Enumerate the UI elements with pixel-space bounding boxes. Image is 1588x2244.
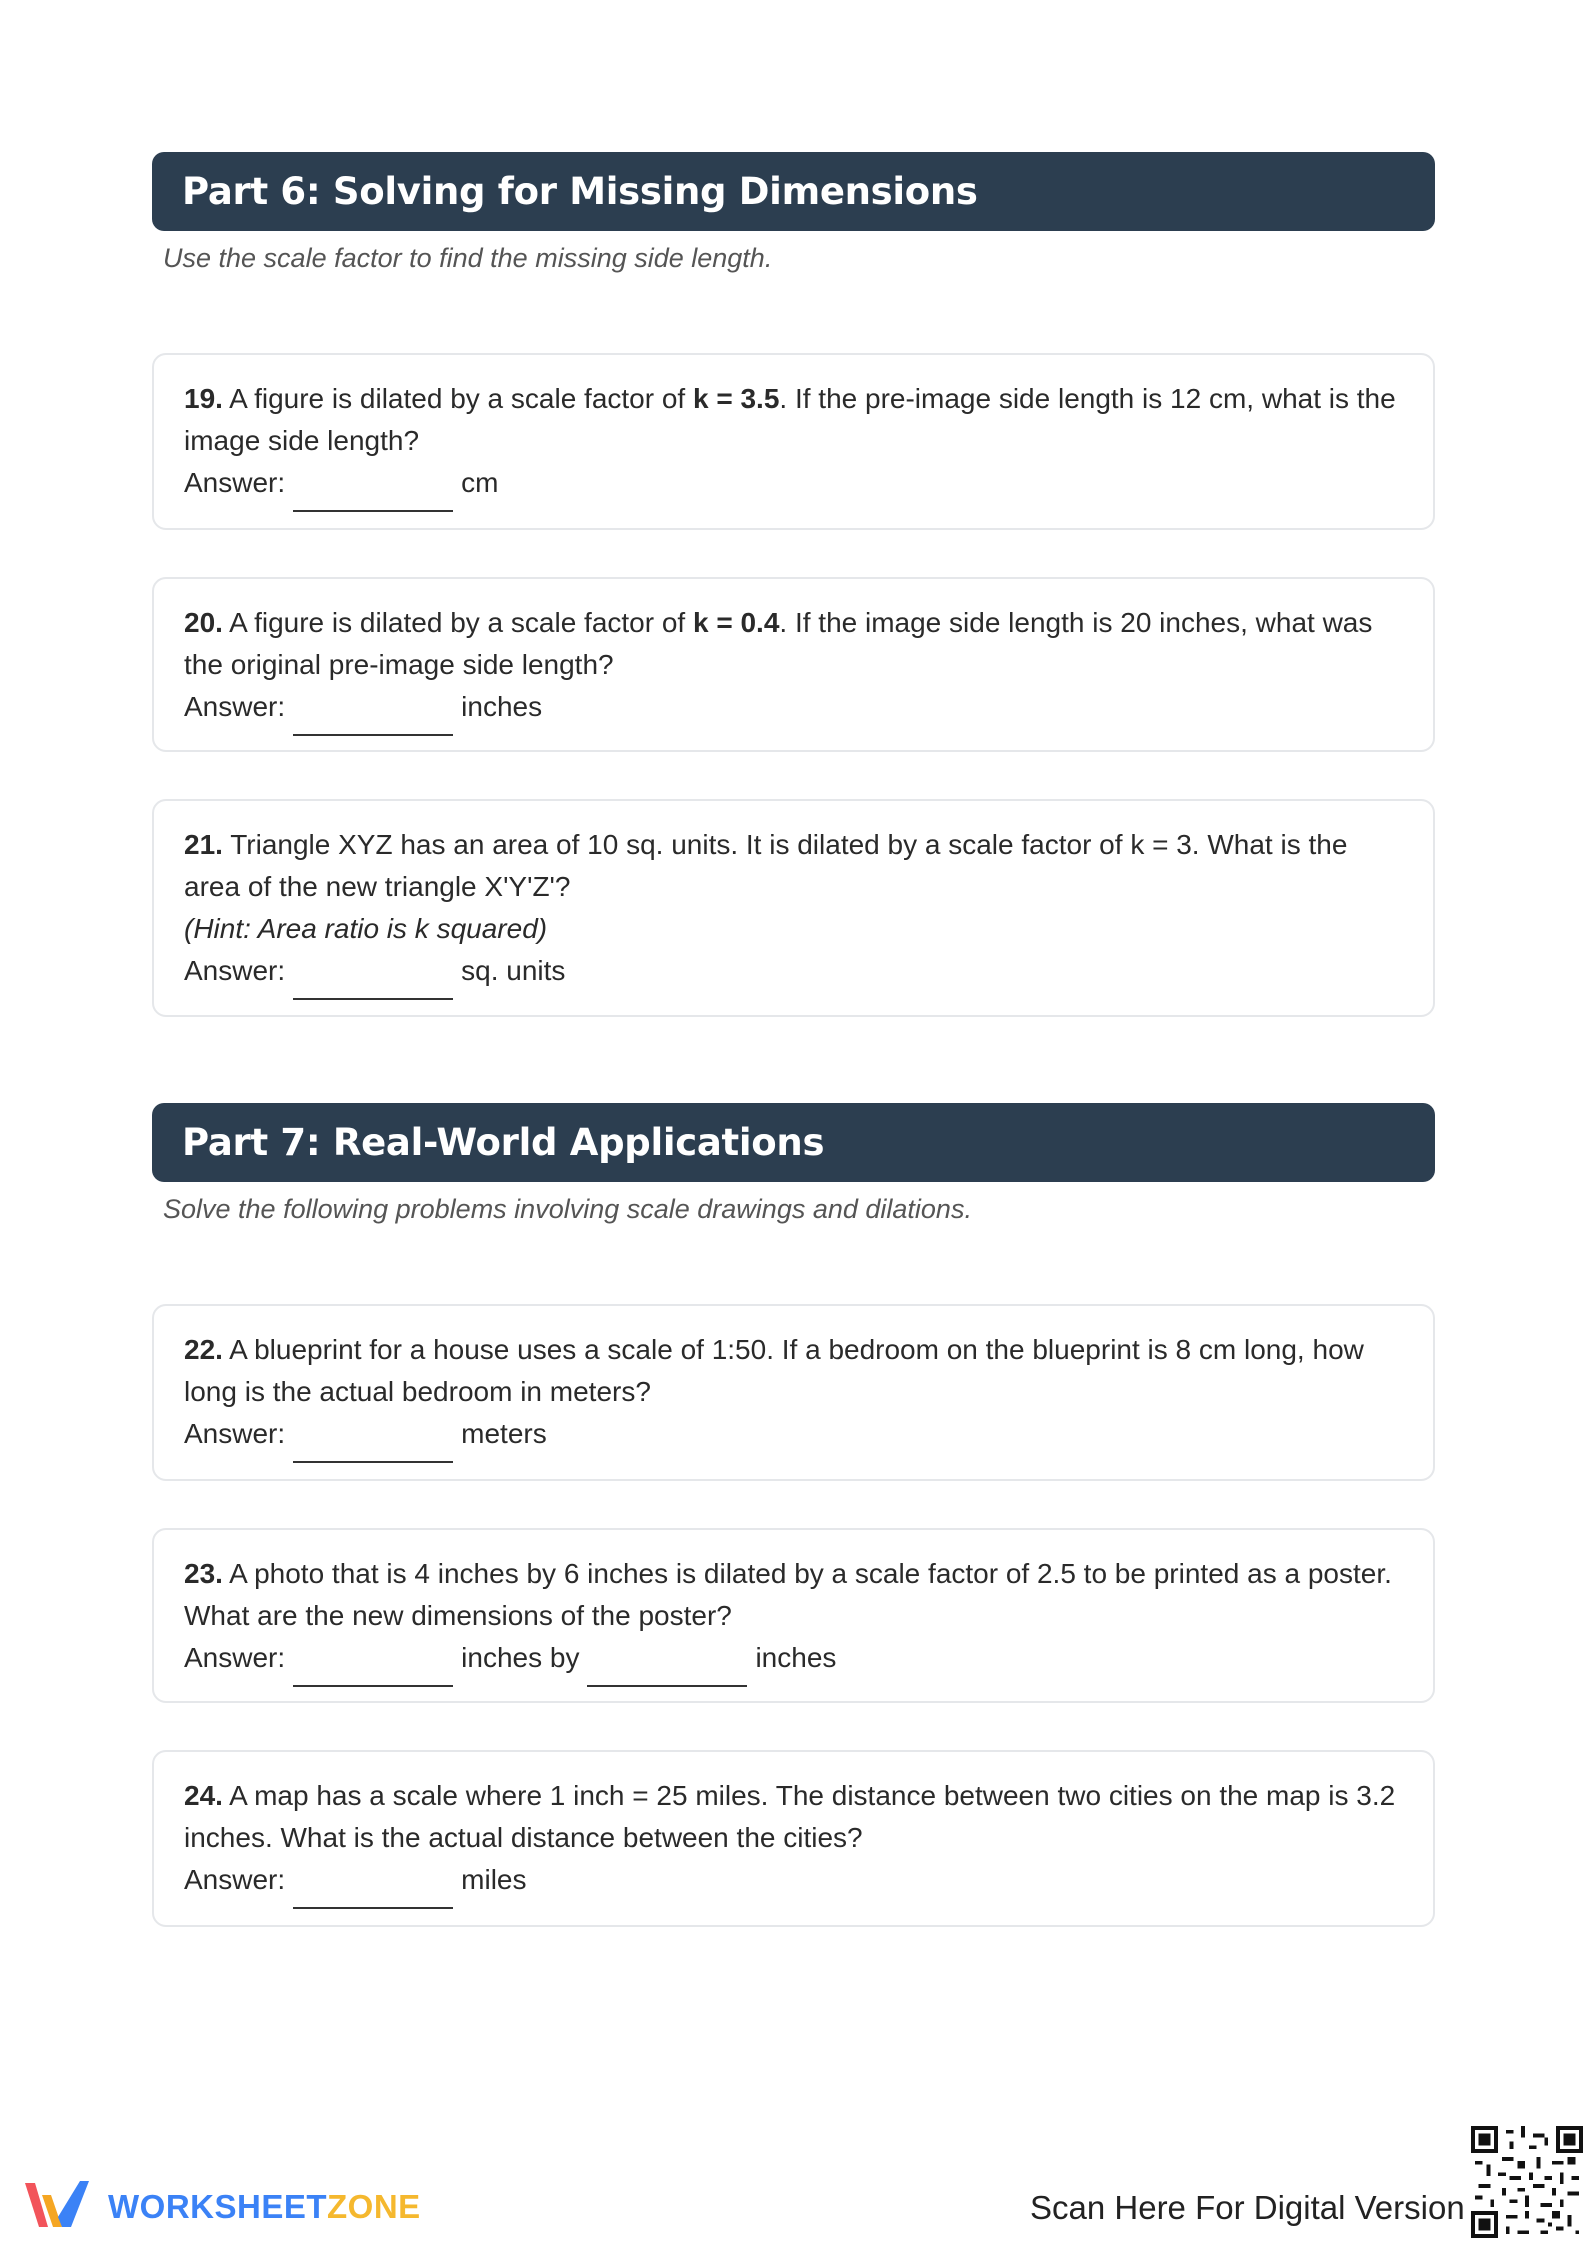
answer-blank[interactable] [293, 956, 453, 1000]
answer-row [184, 1637, 1403, 1679]
answer-blank[interactable] [293, 692, 453, 736]
answer-label: Answer: [184, 691, 286, 722]
answer-row [184, 462, 1403, 504]
answer-row [184, 950, 1403, 992]
question-text: 19. A figure is dilated by a scale factor of k = 3.5. If the pre-image side length is 12 cm, what is the image side length? [184, 383, 1396, 456]
answer-blank[interactable] [293, 1865, 453, 1909]
question-card-23 [152, 1528, 1435, 1703]
answer-unit: sq. units [461, 955, 566, 986]
answer-label: Answer: [184, 1418, 286, 1449]
answer-unit: cm [461, 467, 499, 498]
question-text: 21. Triangle XYZ has an area of 10 sq. units. It is dilated by a scale factor of k = 3. What is the area of the new triangle X'Y'Z'? [184, 829, 1348, 902]
answer-row [184, 686, 1403, 728]
part6-header [152, 152, 1435, 231]
question-text: 20. A figure is dilated by a scale factor of k = 0.4. If the image side length is 20 inches, what was the original pre-image side length? [184, 607, 1373, 680]
question-text: 22. A blueprint for a house uses a scale of 1:50. If a bedroom on the blueprint is 8 cm long, how long is the actual bedroom in meters? [184, 1334, 1364, 1407]
answer-label: Answer: [184, 955, 286, 986]
answer-label: Answer: [184, 1864, 286, 1895]
qr-code-icon[interactable] [1471, 2126, 1583, 2238]
scan-text: Scan Here For Digital Version [1030, 2189, 1465, 2226]
question-card-24 [152, 1750, 1435, 1927]
part6-subtitle: Use the scale factor to find the missing side length. [163, 243, 773, 273]
answer-blank[interactable] [293, 1643, 453, 1687]
question-card-21 [152, 799, 1435, 1017]
answer-label: Answer: [184, 467, 286, 498]
answer-label: Answer: [184, 1642, 286, 1673]
part6-title: Part 6: Solving for Missing Dimensions [182, 170, 978, 213]
part7-subtitle: Solve the following problems involving scale drawings and dilations. [163, 1194, 972, 1224]
part7-title: Part 7: Real-World Applications [182, 1121, 825, 1164]
answer-blank[interactable] [293, 1419, 453, 1463]
answer-blank-2[interactable] [587, 1643, 747, 1687]
answer-unit: miles [461, 1864, 527, 1895]
answer-row [184, 1413, 1403, 1455]
answer-unit-2: inches [755, 1642, 837, 1673]
question-card-22 [152, 1304, 1435, 1481]
question-card-20 [152, 577, 1435, 752]
hint-text: (Hint: Area ratio is k squared) [184, 913, 548, 944]
answer-row [184, 1859, 1403, 1901]
answer-unit: inches [461, 691, 543, 722]
part7-header [152, 1103, 1435, 1182]
answer-unit: meters [461, 1418, 547, 1449]
question-text: 23. A photo that is 4 inches by 6 inches is dilated by a scale factor of 2.5 to be printed as a poster. What are the new dimensions of the poster? [184, 1558, 1392, 1631]
brand-name: WORKSHEETZONE [108, 2188, 421, 2225]
worksheetzone-w-logo-icon [22, 2177, 92, 2233]
question-text: 24. A map has a scale where 1 inch = 25 miles. The distance between two cities on the map is 3.2 inches. What is the actual distance between the cities? [184, 1780, 1396, 1853]
question-card-19 [152, 353, 1435, 530]
answer-unit: inches by [461, 1642, 580, 1673]
answer-blank[interactable] [293, 468, 453, 512]
